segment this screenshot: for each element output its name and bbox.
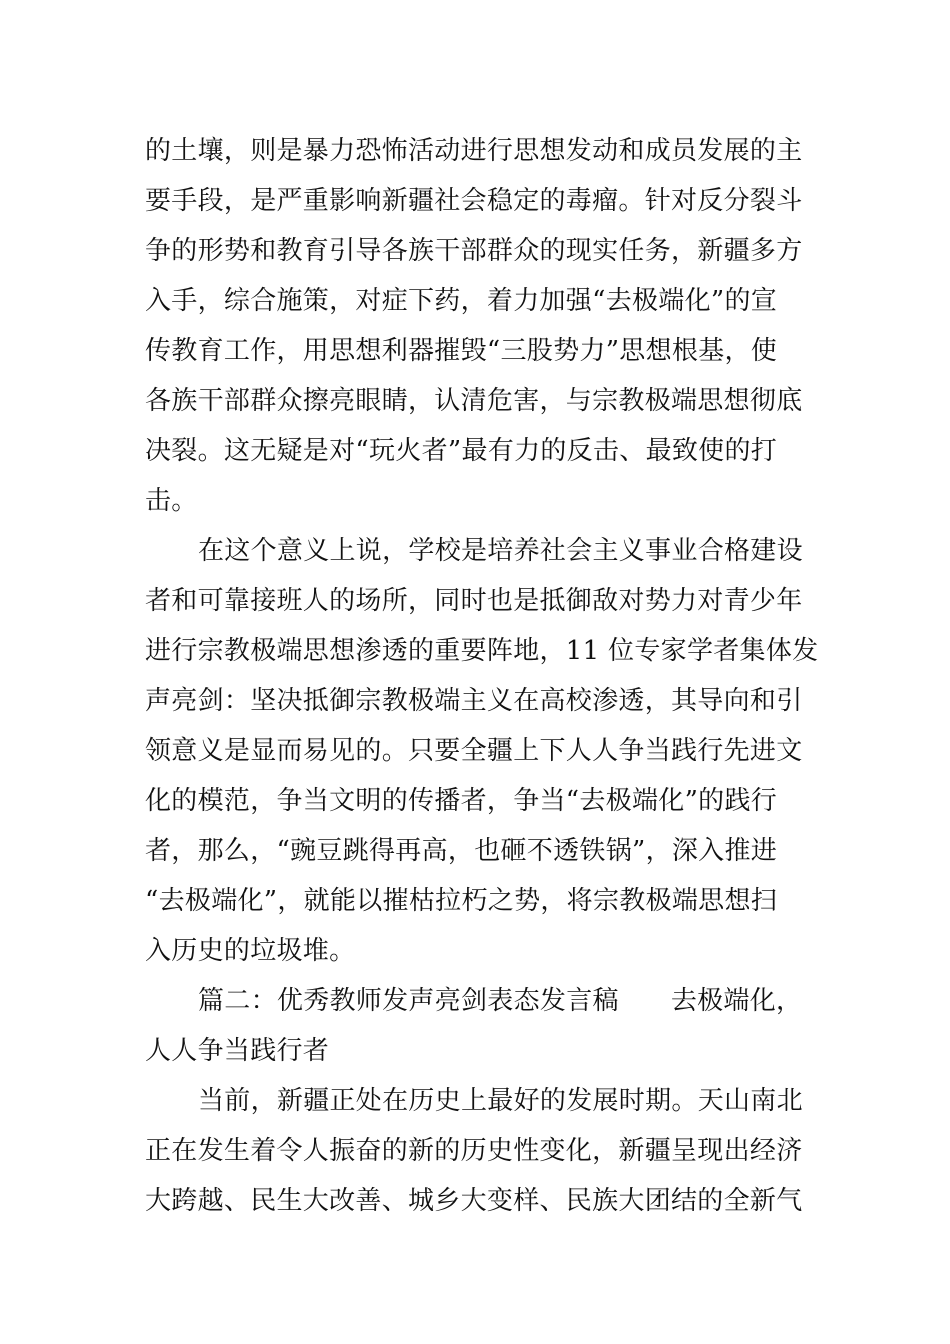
paragraph-line: 入历史的垃圾堆。 xyxy=(145,936,356,966)
paragraph-line: 争的形势和教育引导各族干部群众的现实任务，新疆多方 xyxy=(145,236,803,266)
paragraph-line: 领意义是显而易见的。只要全疆上下人人争当践行先进文 xyxy=(145,736,803,766)
paragraph-line: 的土壤，则是暴力恐怖活动进行思想发动和成员发展的主 xyxy=(145,136,803,166)
paragraph-line: 在这个意义上说，学校是培养社会主义事业合格建设 xyxy=(198,536,803,566)
paragraph-line: 正在发生着令人振奋的新的历史性变化，新疆呈现出经济 xyxy=(145,1136,803,1166)
paragraph-line: 击。 xyxy=(145,486,198,516)
paragraph-line: 决裂。这无疑是对“玩火者”最有力的反击、最致使的打 xyxy=(145,436,778,466)
paragraph-line: 大跨越、民生大改善、城乡大变样、民族大团结的全新气 xyxy=(145,1186,803,1216)
paragraph-line: 进行宗教极端思想渗透的重要阵地，11 位专家学者集体发 xyxy=(145,636,819,666)
section-heading-subtitle: 去极端化， xyxy=(670,986,803,1016)
paragraph-line: 者和可靠接班人的场所，同时也是抵御敌对势力对青少年 xyxy=(145,586,803,616)
section-heading-continuation: 人人争当践行者 xyxy=(145,1036,330,1066)
paragraph-line: 者，那么，“豌豆跳得再高，也砸不透铁锅”，深入推进 xyxy=(145,836,778,866)
paragraph-line: 入手，综合施策，对症下药，着力加强“去极端化”的宣 xyxy=(145,286,778,316)
paragraph-line: 各族干部群众擦亮眼睛，认清危害，与宗教极端思想彻底 xyxy=(145,386,803,416)
section-heading xyxy=(198,984,805,1018)
section-heading-title: 篇二：优秀教师发声亮剑表态发言稿 xyxy=(198,986,619,1016)
paragraph-line: 当前，新疆正处在历史上最好的发展时期。天山南北 xyxy=(198,1086,803,1116)
paragraph-line: 传教育工作，用思想利器摧毁“三股势力”思想根基，使 xyxy=(145,336,778,366)
paragraph-line: 声亮剑：坚决抵御宗教极端主义在高校渗透，其导向和引 xyxy=(145,686,803,716)
paragraph-line: 化的模范，争当文明的传播者，争当“去极端化”的践行 xyxy=(145,786,778,816)
paragraph-line: “去极端化”，就能以摧枯拉朽之势，将宗教极端思想扫 xyxy=(145,886,778,916)
paragraph-line: 要手段，是严重影响新疆社会稳定的毒瘤。针对反分裂斗 xyxy=(145,186,803,216)
